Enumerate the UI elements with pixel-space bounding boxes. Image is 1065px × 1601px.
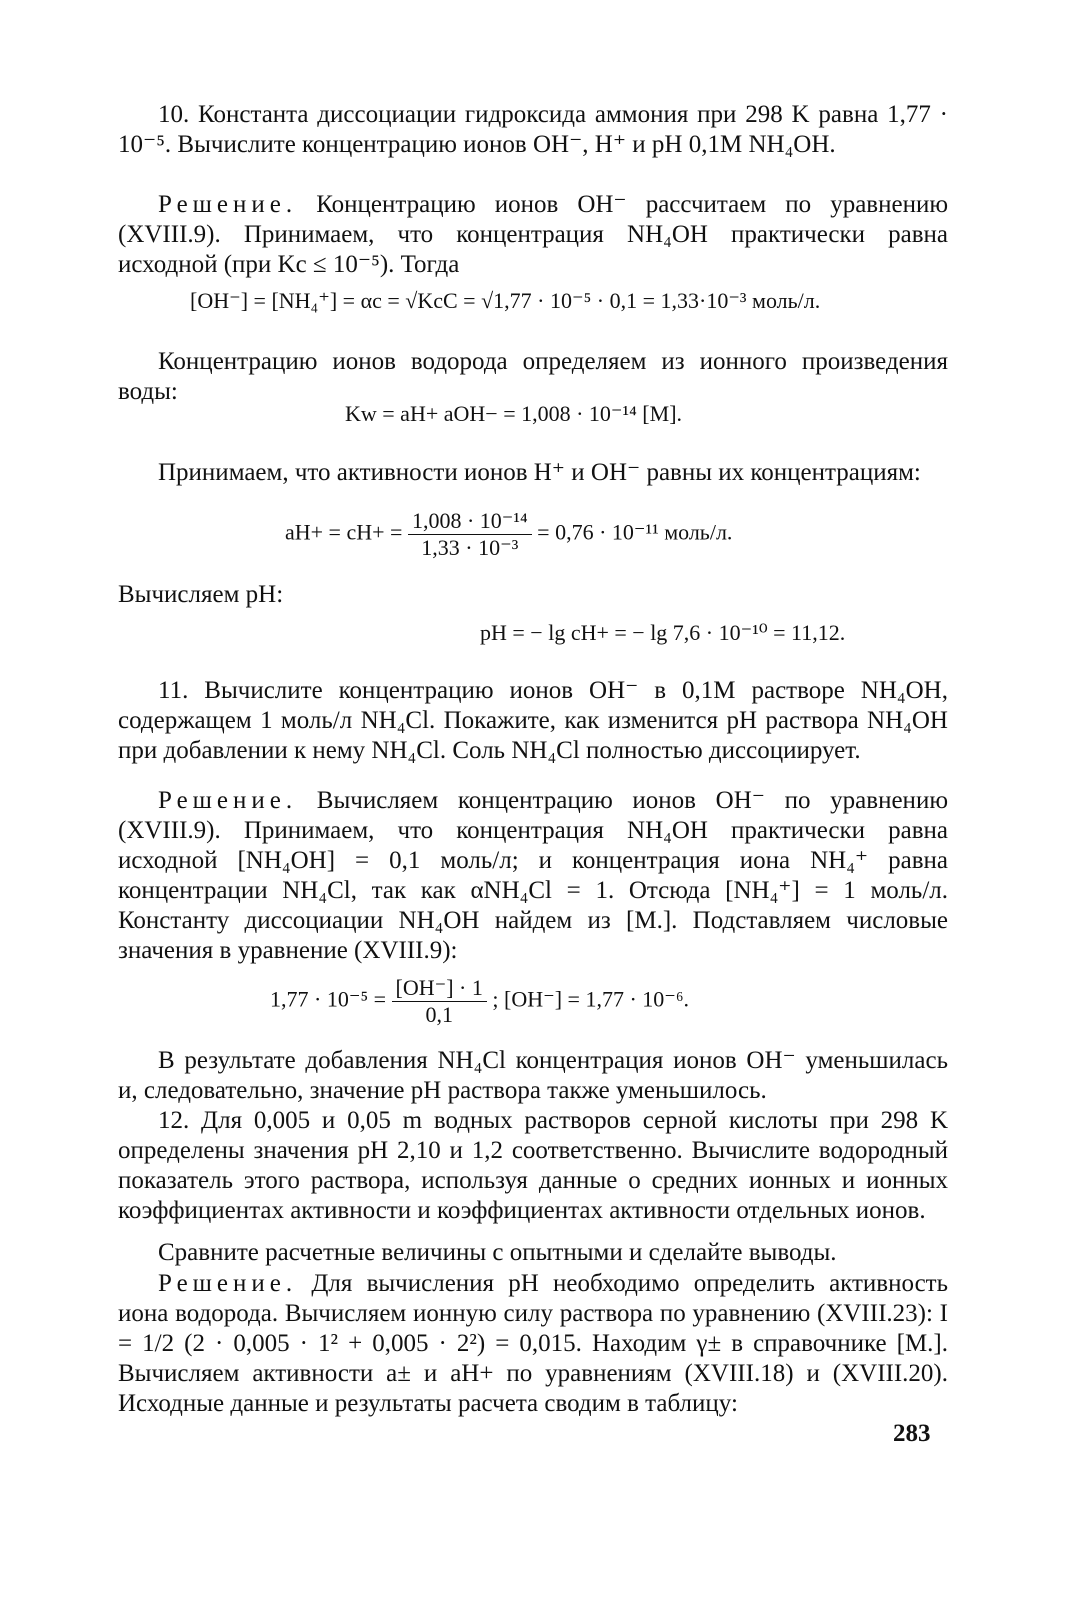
solution-label: Решение. xyxy=(158,1270,298,1297)
eq3-denominator: 1,33 · 10⁻³ xyxy=(421,535,519,560)
solution-text: Вычисляем концентрацию ионов OH⁻ по уравнению (XVIII.9). Принимаем, что концентрация NH₄OH практически равна исходной [NH₄OH] = 0,1 моль/л; и концентрация иона NH₄⁺ равна концентрации NH₄Cl, так как αNH₄Cl = 1. Отсюда [NH₄⁺] = 1 моль/л. Константу диссоциации NH₄OH найдем из [M.]. Подставляем числовые значения в уравнение (XVIII.9): xyxy=(118,787,948,964)
eq3-right: = 0,76 · 10⁻¹¹ моль/л. xyxy=(537,519,733,545)
eq3-numerator: 1,008 · 10⁻¹⁴ xyxy=(408,508,532,535)
equation-oh-concentration: [OH⁻] = [NH₄⁺] = αc = √KcC = √1,77 · 10⁻⁵ · 0,1 = 1,33·10⁻³ моль/л. xyxy=(190,288,821,313)
eq3-fraction xyxy=(408,508,532,561)
eq5-fraction xyxy=(392,975,487,1028)
eq3-left: aH+ = cH+ = xyxy=(285,519,403,545)
problem-12-statement: 12. Для 0,005 и 0,05 m водных растворов серной кислоты при 298 K определены значения pH 2,10 и 1,2 соответственно. Вычислите водородный показатель этого раствора, используя данные о средних ионных и ионных коэффициентах активности и коэффициентах активности отдельных ионов. xyxy=(118,1107,948,1224)
problem-11-statement: 11. Вычислите концентрацию ионов OH⁻ в 0,1M растворе NH₄OH, содержащем 1 моль/л NH₄Cl. Покажите, как изменится pH раствора NH₄OH при добавлении к нему NH₄Cl. Соль NH₄Cl полностью диссоциирует. xyxy=(118,677,948,764)
equation-h-concentration xyxy=(285,508,732,561)
eq5-numerator: [OH⁻] · 1 xyxy=(392,975,487,1002)
eq5-right: ; [OH⁻] = 1,77 · 10⁻⁶. xyxy=(492,986,690,1012)
solution-label: Решение. xyxy=(158,787,298,814)
problem-10-text-water: Концентрацию ионов водорода определяем из ионного произведения воды: xyxy=(118,348,948,405)
problem-10-text-activity: Принимаем, что активности ионов H⁺ и OH⁻ равны их концентрациям: xyxy=(158,459,921,486)
problem-10-statement: 10. Константа диссоциации гидроксида аммония при 298 K равна 1,77 · 10⁻⁵. Вычислите концентрацию ионов OH⁻, H⁺ и pH 0,1M NH₄OH. xyxy=(118,101,948,158)
equation-ph: pH = − lg cH+ = − lg 7,6 · 10⁻¹⁰ = 11,12. xyxy=(480,620,846,645)
problem-11-conclusion: В результате добавления NH₄Cl концентрация ионов OH⁻ уменьшилась и, следовательно, значение pH раствора также уменьшилось. xyxy=(118,1047,948,1104)
problem-10-solution xyxy=(118,190,948,280)
solution-label: Решение. xyxy=(158,191,298,218)
solution-text: Концентрацию ионов OH⁻ рассчитаем по уравнению (XVIII.9). Принимаем, что концентрация NH₄OH практически равна исходной (при Kc ≤ 10⁻⁵). Тогда xyxy=(118,191,949,278)
equation-dissociation-constant xyxy=(270,975,689,1028)
problem-12-compare: Сравните расчетные величины с опытными и сделайте выводы. xyxy=(158,1239,837,1266)
problem-10-text-ph: Вычисляем pH: xyxy=(118,581,284,608)
problem-12-solution xyxy=(118,1269,948,1419)
eq5-denominator: 0,1 xyxy=(425,1002,453,1027)
problem-11-solution xyxy=(118,786,948,966)
page-number: 283 xyxy=(893,1420,931,1447)
solution-text: Для вычисления pH необходимо определить активность иона водорода. Вычисляем ионную силу раствора по уравнению (XVIII.23): I = 1/2 (2 · 0,005 · 1² + 0,005 · 2²) = 0,015. Находим γ± в справочнике [M.]. Вычисляем активности a± и aH+ по уравнениям (XVIII.18) и (XVIII.20). Исходные данные и результаты расчета сводим в таблицу: xyxy=(118,1270,949,1417)
eq5-left: 1,77 · 10⁻⁵ = xyxy=(270,986,387,1012)
equation-ionic-product: Kw = aH+ aOH− = 1,008 · 10⁻¹⁴ [M]. xyxy=(345,401,683,426)
